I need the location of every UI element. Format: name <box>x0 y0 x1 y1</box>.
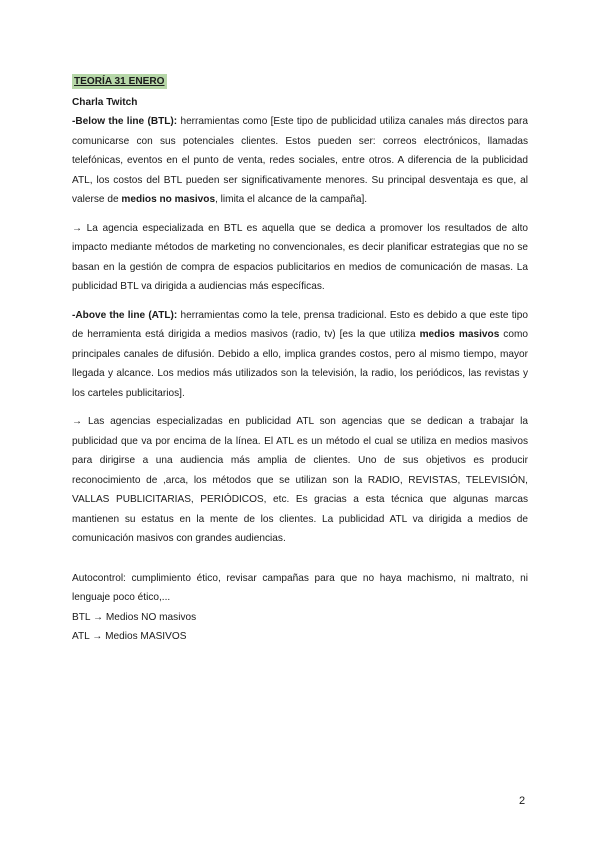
atl-text-before: herramientas como la tele, prensa tradicional. Esto es debido a que este tipo de herramienta está dirigida a medios masivos (radio, tv) [es la que utiliza <box>72 309 528 340</box>
btl-emphasis: medios no masivos <box>121 194 216 205</box>
summary-btl-line: BTL → Medios NO masivos <box>72 611 197 623</box>
atl-emphasis: medios masivos <box>419 329 500 340</box>
section-subheading: Charla Twitch <box>72 96 138 108</box>
atl-agency-paragraph: → Las agencias especializadas en publicidad ATL son agencias que se dedican a trabajar la publicidad que va por encima de la línea. El ATL es un método el cual se utiliza en medios masivos para dirigirse a una audiencia más amplia de clientes. Uno de sus objetivos es producir reconocimiento de ,arca, los métodos que se utilizan son la RADIO, REVISTAS, TELEVISIÓN, VALLAS PUBLICITARIAS, PERIÓDICOS, etc. Es gracias a esta técnica que algunas marcas mantienen su estatus en la mente de los clientes. La publicidad ATL va dirigida a medios de comunicación masivos con grandes audiencias. <box>72 416 528 544</box>
document-page <box>72 72 528 647</box>
atl-paragraph <box>72 306 528 404</box>
atl-text-after: como principales canales de difusión. Debido a ello, implica grandes costos, pero al mismo tiempo, mayor llegada y alcance. Los medios más utilizados son la televisión, la radio, los periódicos, las revistas y los carteles publicitarios]. <box>72 329 528 399</box>
autocontrol-paragraph: Autocontrol: cumplimiento ético, revisar campañas para que no haya machismo, ni maltrato, ni lenguaje poco ético,... <box>72 572 528 603</box>
page-number: 2 <box>519 795 526 807</box>
btl-text-after: , limita el alcance de la campaña]. <box>215 194 368 205</box>
btl-paragraph <box>72 112 528 210</box>
btl-term: -Below the line (BTL): <box>72 116 178 127</box>
heading-row <box>72 72 528 92</box>
atl-term: -Above the line (ATL): <box>72 309 178 321</box>
section-heading: TEORÍA 31 ENERO <box>74 76 165 87</box>
btl-agency-paragraph: → La agencia especializada en BTL es aquella que se dedica a promover los resultados de alto impacto mediante métodos de marketing no convencionales, es decir planificar estrategias que no se basan en la gestión de compra de espacios publicitarios en medios de comunicación de masas. La publicidad BTL va dirigida a audiencias más específicas. <box>72 222 528 292</box>
btl-text-before: herramientas como [Este tipo de publicidad utiliza canales más directos para comunicarse con sus potenciales clientes. Estos pueden ser: correos electrónicos, llamadas telefónicas, eventos en el punto de venta, redes sociales, entre otros. A diferencia de la publicidad ATL, los costos del BTL pueden ser significativamente menores. Su principal desventaja es que, al valerse de <box>72 116 529 205</box>
summary-atl-line: ATL → Medios MASIVOS <box>72 631 187 642</box>
